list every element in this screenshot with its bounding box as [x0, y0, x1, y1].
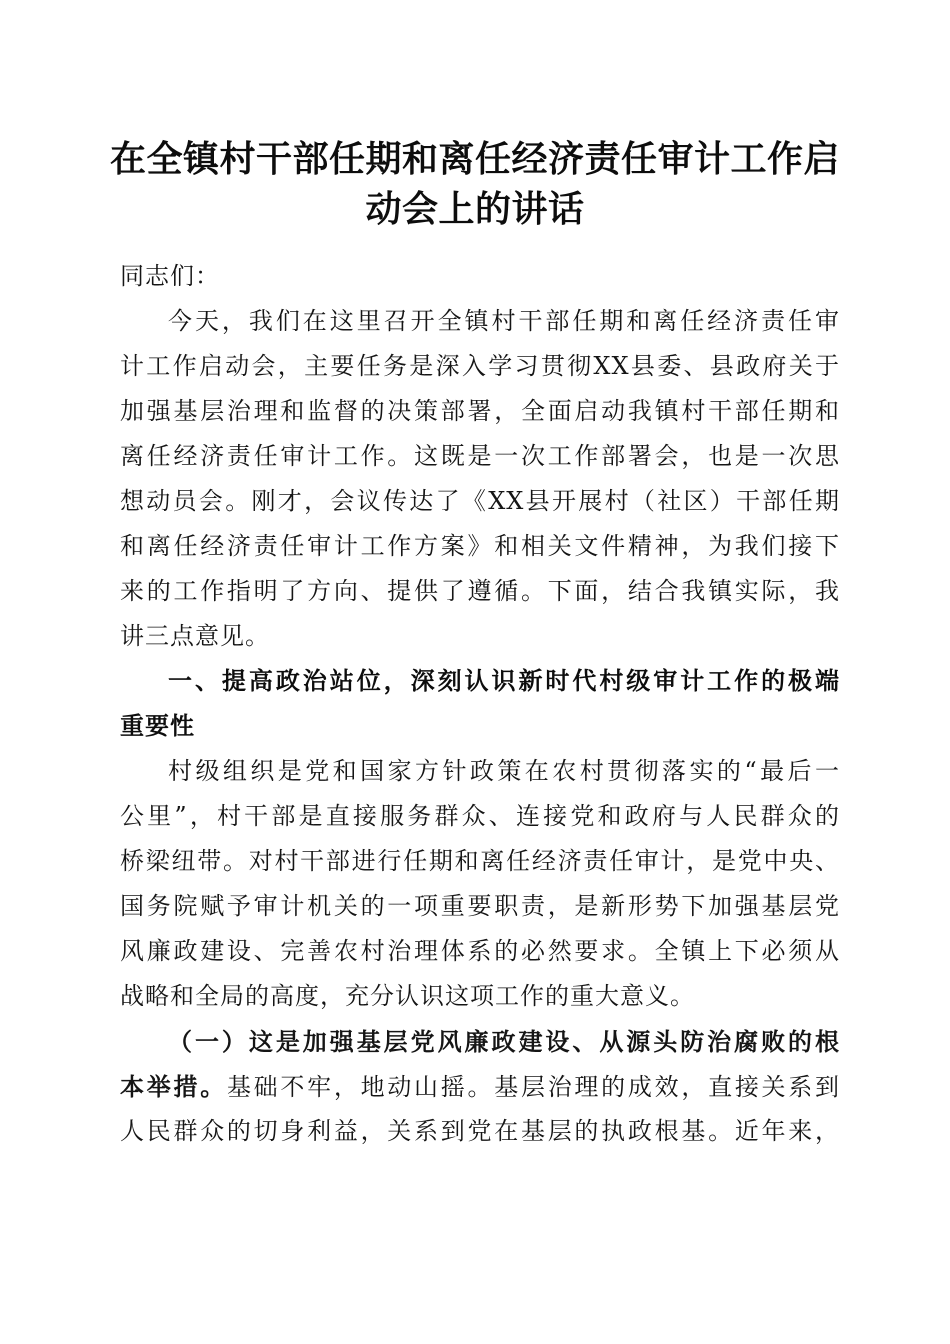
paragraph-line: 讲三点意见。 [120, 622, 270, 650]
section-heading-line: 一、提高政治站位，深刻认识新时代村级审计工作的极端 [168, 667, 840, 695]
paragraph-line: 战略和全局的高度，充分认识这项工作的重大意义。 [120, 982, 695, 1010]
paragraph-line [120, 1064, 840, 1109]
subsection-heading-end: 本举措。 [120, 1072, 227, 1101]
paragraph-line: 计工作启动会，主要任务是深入学习贯彻XX县委、县政府关于 [120, 352, 840, 380]
section-heading-line: 重要性 [120, 712, 195, 740]
paragraph-line: 人民群众的切身利益，关系到党在基层的执政根基。近年来， [120, 1117, 840, 1145]
salutation-text: 同志们： [120, 262, 220, 290]
paragraph-line: 加强基层治理和监督的决策部署，全面启动我镇村干部任期和 [120, 397, 840, 425]
paragraph-line: 来的工作指明了方向、提供了遵循。下面，结合我镇实际，我 [120, 577, 840, 605]
document-title [100, 134, 850, 234]
paragraph-line: 公里”，村干部是直接服务群众、连接党和政府与人民群众的 [120, 802, 840, 830]
section-1-paragraph [120, 749, 840, 1019]
paragraph-line: 村级组织是党和国家方针政策在农村贯彻落实的“最后一 [168, 757, 840, 785]
title-line-1: 在全镇村干部任期和离任经济责任审计工作启 [109, 138, 840, 180]
paragraph-line: 想动员会。刚才，会议传达了《XX县开展村（社区）干部任期 [120, 487, 840, 515]
paragraph-line: 桥梁纽带。对村干部进行任期和离任经济责任审计，是党中央、 [120, 847, 840, 875]
subsection-heading-line: （一）这是加强基层党风廉政建设、从源头防治腐败的根 [168, 1027, 840, 1056]
salutation [120, 254, 840, 299]
paragraph-line: 国务院赋予审计机关的一项重要职责，是新形势下加强基层党 [120, 892, 840, 920]
title-line-2: 动会上的讲话 [365, 188, 585, 230]
section-heading-1 [120, 659, 840, 749]
paragraph-line-rest: 基础不牢，地动山摇。基层治理的成效，直接关系到 [226, 1073, 841, 1101]
paragraph-line: 今天，我们在这里召开全镇村干部任期和离任经济责任审 [168, 307, 840, 335]
subsection-1-paragraph [120, 1019, 840, 1154]
paragraph-line: 和离任经济责任审计工作方案》和相关文件精神，为我们接下 [120, 532, 840, 560]
document-body [120, 254, 840, 1154]
opening-paragraph [120, 299, 840, 659]
paragraph-line: 风廉政建设、完善农村治理体系的必然要求。全镇上下必须从 [120, 937, 840, 965]
paragraph-line: 离任经济责任审计工作。这既是一次工作部署会，也是一次思 [120, 442, 840, 470]
